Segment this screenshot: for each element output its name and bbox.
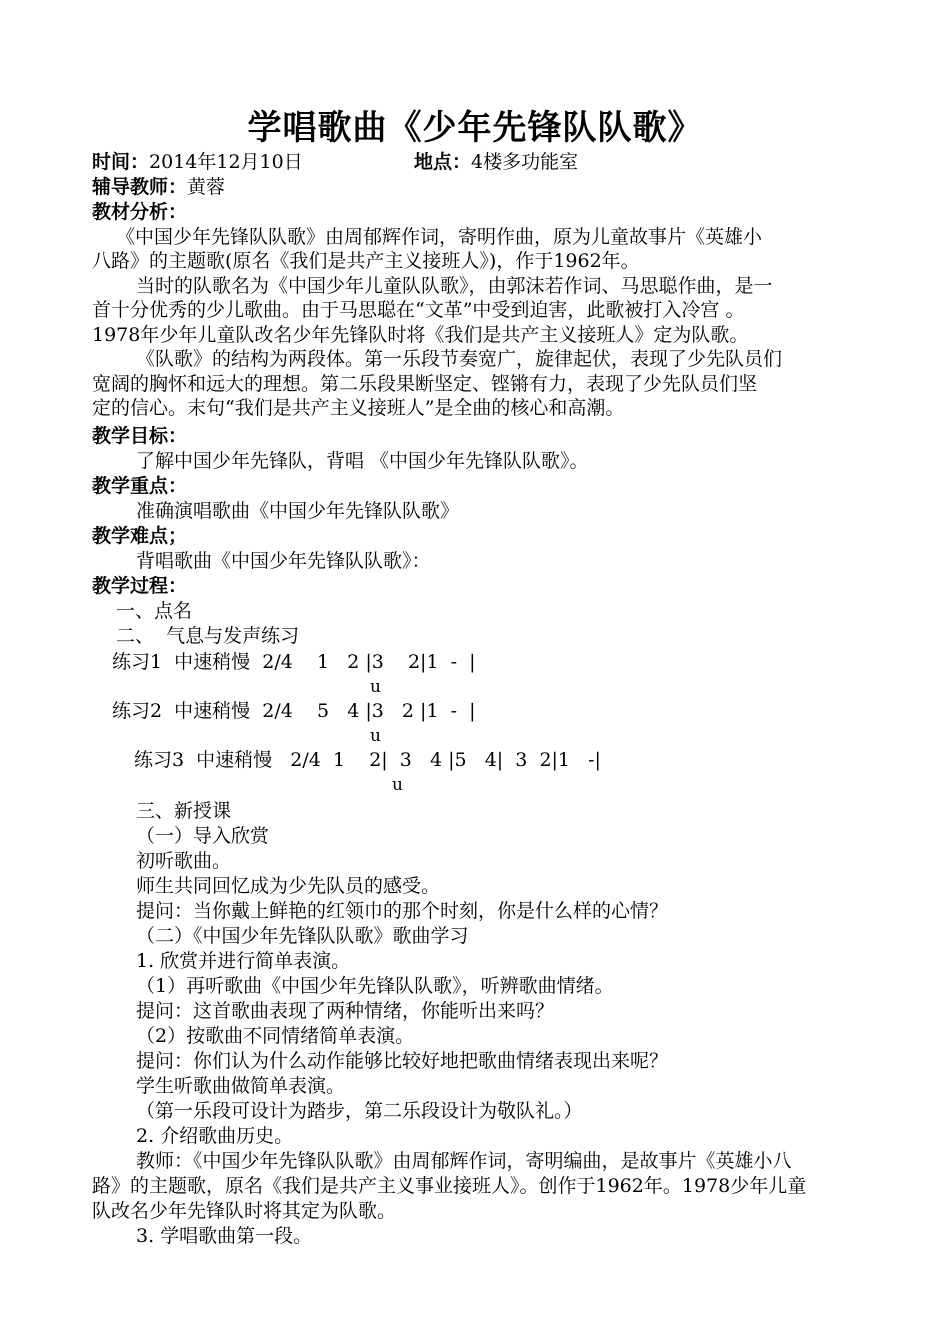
body-line: （2）按歌曲不同情绪简单表演。 [136, 1025, 415, 1047]
exercise-line: 练习1 中速稍慢 2/4 1 2 |3 2|1 - | [112, 651, 476, 673]
body-line: 3. 学唱歌曲第一段。 [136, 1225, 313, 1247]
time-row [92, 150, 303, 174]
place-row [414, 150, 578, 174]
body-line: 提问：当你戴上鲜艳的红领巾的那个时刻，你是什么样的心情？ [136, 900, 669, 922]
time-value: 2014年12月10日 [149, 151, 303, 173]
teacher-value: 黄蓉 [187, 176, 226, 198]
body-line: 教师：《中国少年先锋队队歌》由周郁辉作词，寄明编曲，是故事片《英雄小八 [136, 1150, 792, 1172]
analysis-text: 定的信心。末句“我们是共产主义接班人”是全曲的核心和高潮。 [92, 397, 625, 419]
analysis-text: 八路》的主题歌(原名《我们是共产主义接班人》)，作于1962年。 [92, 250, 640, 272]
sub-heading: （一）导入欣赏 [136, 825, 270, 847]
exercise-vowel: u [370, 677, 381, 697]
goal-text: 了解中国少年先锋队，背唱 《中国少年先锋队队歌》。 [136, 450, 589, 472]
step-heading: 三、新授课 [136, 800, 232, 822]
difficulty-text: 背唱歌曲《中国少年先锋队队歌》： [136, 550, 431, 572]
body-line: （第一乐段可设计为踏步，第二乐段设计为敬队礼。） [136, 1100, 583, 1122]
goal-heading: 教学目标： [92, 425, 188, 447]
body-line: 2. 介绍歌曲历史。 [136, 1125, 294, 1147]
teacher-label: 辅导教师： [92, 176, 188, 198]
body-line: 队改名少年先锋队时将其定为队歌。 [92, 1200, 397, 1222]
body-line: 1. 欣赏并进行简单表演。 [136, 950, 351, 972]
place-value: 4楼多功能室 [471, 151, 579, 173]
teacher-row [92, 175, 225, 199]
time-label: 时间： [92, 151, 150, 173]
body-line: 师生共同回忆成为少先队员的感受。 [136, 875, 441, 897]
process-heading: 教学过程： [92, 575, 188, 597]
exercise-line: 练习3 中速稍慢 2/4 1 2| 3 4 |5 4| 3 2|1 -| [134, 749, 601, 771]
place-label: 地点： [414, 151, 472, 173]
analysis-text: 首十分优秀的少儿歌曲。由于马思聪在“文革”中受到迫害，此歌被打入冷宫 。 [92, 299, 745, 321]
difficulty-heading: 教学难点； [92, 525, 188, 547]
key-text: 准确演唱歌曲《中国少年先锋队队歌》 [136, 500, 460, 522]
analysis-text: 当时的队歌名为《中国少年儿童队队歌》，由郭沫若作词、马思聪作曲，是一 [136, 275, 773, 297]
exercise-vowel: u [392, 775, 403, 795]
analysis-text: 《队歌》的结构为两段体。第一乐段节奏宽广，旋律起伏，表现了少先队员们 [136, 348, 783, 370]
body-line: 提问：你们认为什么动作能够比较好地把歌曲情绪表现出来呢？ [136, 1050, 669, 1072]
body-line: 初听歌曲。 [136, 850, 232, 872]
exercise-vowel: u [370, 726, 381, 746]
body-line: 路》的主题歌，原名《我们是共产主义事业接班人》。创作于1962年。1978少年儿童 [92, 1175, 807, 1197]
body-line: 学生听歌曲做简单表演。 [136, 1075, 346, 1097]
analysis-text: 《中国少年先锋队队歌》由周郁辉作词，寄明作曲，原为儿童故事片《英雄小 [116, 226, 763, 248]
body-line: 提问：这首歌曲表现了两种情绪，你能听出来吗？ [136, 1000, 555, 1022]
sub-heading: （二）《中国少年先锋队队歌》歌曲学习 [136, 925, 469, 947]
body-line: （1）再听歌曲《中国少年先锋队队歌》，听辨歌曲情绪。 [136, 975, 614, 997]
step-heading: 二、 气息与发声练习 [116, 625, 300, 647]
step-heading: 一、点名 [116, 600, 193, 622]
exercise-line: 练习2 中速稍慢 2/4 5 4 |3 2 |1 - | [112, 700, 476, 722]
analysis-text: 1978年少年儿童队改名少年先锋队时将《我们是共产主义接班人》定为队歌。 [92, 324, 749, 346]
page-title: 学唱歌曲《少年先锋队队歌》 [247, 108, 703, 148]
analysis-text: 宽阔的胸怀和远大的理想。第二乐段果断坚定、铿锵有力，表现了少先队员们坚 [92, 373, 758, 395]
key-heading: 教学重点： [92, 475, 188, 497]
analysis-heading: 教材分析： [92, 201, 188, 223]
